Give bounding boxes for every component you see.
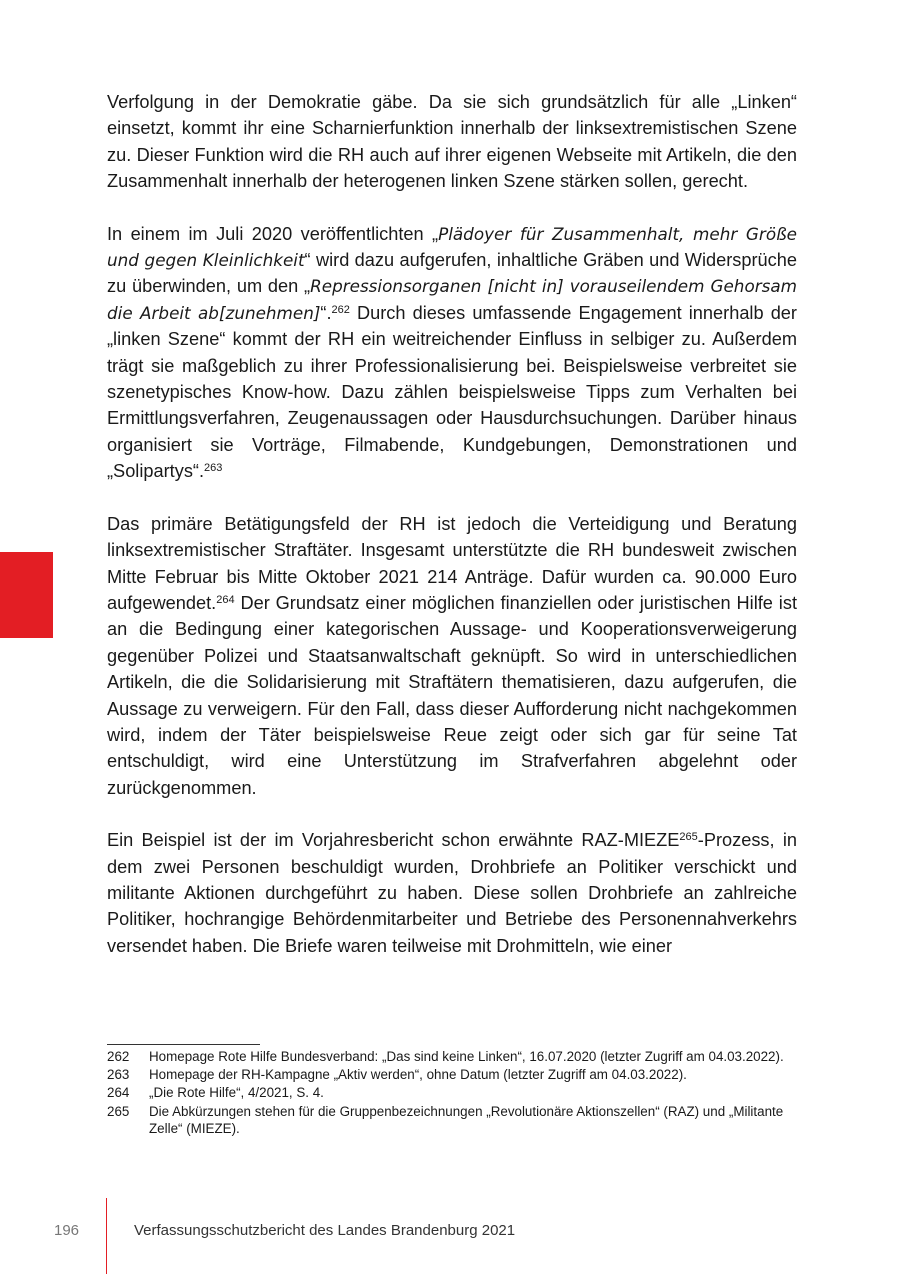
footnote-ref-263[interactable]: 263 — [204, 462, 223, 475]
footnote-265 — [107, 1103, 797, 1137]
paragraph-4-text: Ein Beispiel ist der im Vorjahresbericht schon erwähnte RAZ-MIEZE — [107, 830, 680, 851]
paragraph-2-text: “ wird dazu aufgerufen, inhaltliche Gräben und Widersprüche zu überwinden, um den „ — [107, 250, 797, 297]
footnote-ref-262[interactable]: 262 — [331, 303, 350, 316]
chapter-tab-marker — [0, 552, 53, 638]
footnote-separator — [107, 1044, 260, 1045]
footer-divider — [106, 1198, 107, 1274]
paragraph-3 — [107, 511, 797, 801]
paragraph-3-text: Das primäre Betätigungsfeld der RH ist jedoch die Verteidigung und Beratung linksextremistischer Straftäter. Insgesamt unterstützte die RH bundesweit zwischen Mitte Februar bis Mitte Oktober 2021 214 Anträge. Dafür wurden ca. 90.000 Euro aufgewendet. — [107, 513, 797, 613]
paragraph-2 — [107, 221, 797, 485]
quote-plaedoyer-title: Plädoyer für Zusammenhalt, mehr Größe und gegen Kleinlichkeit — [107, 223, 797, 271]
footnote-text: Homepage Rote Hilfe Bundesverband: „Das sind keine Linken“, 16.07.2020 (letzter Zugriff am 04.03.2022). — [149, 1049, 784, 1064]
body-text — [107, 89, 797, 985]
paragraph-2-text: Durch dieses umfassende Engagement innerhalb der „linken Szene“ kommt der RH ein weitreichender Einfluss in selbiger zu. Außerdem trägt sie maßgeblich zu ihrer Professionalisierung bei. Beispielsweise verbreitet sie szenetypisches Know-how. Dazu zählen beispielsweise Tipps zum Verhalten bei Ermittlungsverfahren, Zeugenaussagen oder Hausdurchsuchungen. Darüber hinaus organisiert sie Vorträge, Filmabende, Kundgebungen, Demonstrationen und „Solipartys“. — [107, 302, 797, 482]
footnote-number: 263 — [107, 1067, 130, 1083]
footnote-ref-265[interactable]: 265 — [679, 831, 698, 844]
footnote-number: 264 — [107, 1085, 130, 1101]
page-number: 196 — [54, 1222, 80, 1239]
paragraph-1: Verfolgung in der Demokratie gäbe. Da sie sich grundsätzlich für alle „Linken“ einsetzt, kommt ihr eine Scharnierfunktion innerhalb der linksextremistischen Szene zu. Dieser Funktion wird die RH auch auf ihrer eigenen Webseite mit Artikeln, die den Zusammenhalt innerhalb der heterogenen linken Szene stärken sollen, gerecht. — [107, 92, 797, 192]
paragraph-4-text: -Prozess, in dem zwei Personen beschuldigt wurden, Drohbriefe an Politiker verschickt und militante Aktionen durchgeführt zu haben. Diese sollen Drohbriefe an zahlreiche Politiker, hochrangige Behördenmitarbeiter und Betriebe des Personennahverkehrs versendet haben. Die Briefe waren teilweise mit Drohmitteln, wie einer — [107, 830, 797, 956]
footnote-number: 262 — [107, 1049, 130, 1064]
report-title: Verfassungsschutzbericht des Landes Brandenburg 2021 — [134, 1222, 516, 1239]
footnote-text: Homepage der RH-Kampagne „Aktiv werden“, ohne Datum (letzter Zugriff am 04.03.2022). — [149, 1067, 687, 1083]
paragraph-4 — [107, 827, 797, 959]
footnotes — [107, 1048, 797, 1138]
footnote-263 — [107, 1066, 797, 1083]
paragraph-3-text: Der Grundsatz einer möglichen finanziellen oder juristischen Hilfe ist an die Bedingung einer kategorischen Aussage- und Kooperationsverweigerung gegenüber Polizei und Staatsanwaltschaft geknüpft. So wird in unterschiedlichen Artikeln, die die Solidarisierung mit Straftätern thematisieren, dazu aufgerufen, die Aussage zu verweigern. Für den Fall, dass dieser Aufforderung nicht nachgekommen wird, indem der Täter beispielsweise Reue zeigt oder sich gar für seine Tat entschuldigt, wird eine Unterstützung im Strafverfahren abgelehnt oder zurückgenommen. — [107, 592, 797, 798]
footnote-264 — [107, 1084, 797, 1101]
footnote-ref-264[interactable]: 264 — [216, 593, 235, 606]
footnote-number: 265 — [107, 1103, 130, 1119]
footnote-text: „Die Rote Hilfe“, 4/2021, S. 4. — [149, 1085, 324, 1101]
footnote-262 — [107, 1048, 797, 1065]
paragraph-2-text: “. — [320, 302, 332, 323]
quote-repressionsorganen: Repressionsorganen [nicht in] vorauseilendem Gehorsam die Arbeit ab[zunehmen] — [107, 276, 797, 323]
paragraph-2-text: In einem im Juli 2020 veröffentlichten „ — [107, 223, 439, 244]
footnote-text: Die Abkürzungen stehen für die Gruppenbezeichnungen „Revolutionäre Aktionszellen“ (RAZ) und „Militante Zelle“ (MIEZE). — [149, 1103, 784, 1136]
